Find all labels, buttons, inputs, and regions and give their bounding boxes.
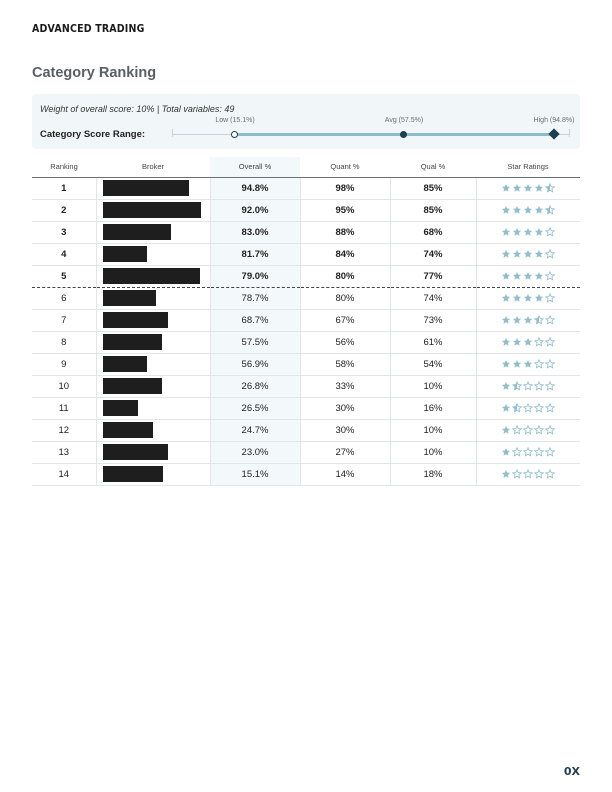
- star-filled-icon: [534, 249, 544, 259]
- overall-cell: 68.7%: [210, 309, 300, 331]
- star-rating-cell: [476, 397, 580, 419]
- rank-cell: 6: [32, 287, 96, 309]
- star-half-icon: [512, 403, 522, 413]
- star-empty-icon: [545, 403, 555, 413]
- section-title: Category Ranking: [32, 65, 157, 81]
- range-low-label: Low (15.1%): [215, 117, 255, 124]
- star-filled-icon: [501, 249, 511, 259]
- star-rating-cell: [476, 375, 580, 397]
- broker-name-redacted: [103, 202, 201, 218]
- quant-cell: 95%: [300, 199, 390, 221]
- broker-cell: [96, 265, 210, 287]
- star-rating-cell: [476, 309, 580, 331]
- qual-cell: 10%: [390, 419, 476, 441]
- header-star-ratings: Star Ratings: [476, 157, 580, 177]
- header-quant: Quant %: [300, 157, 390, 177]
- star-filled-icon: [523, 293, 533, 303]
- star-rating-cell: [476, 243, 580, 265]
- star-empty-icon: [534, 469, 544, 479]
- star-filled-icon: [523, 359, 533, 369]
- star-empty-icon: [534, 403, 544, 413]
- overall-cell: 24.7%: [210, 419, 300, 441]
- qual-cell: 74%: [390, 243, 476, 265]
- rank-cell: 2: [32, 199, 96, 221]
- broker-cell: [96, 221, 210, 243]
- rank-cell: 4: [32, 243, 96, 265]
- star-filled-icon: [501, 359, 511, 369]
- star-filled-icon: [534, 227, 544, 237]
- table-header-row: [32, 157, 580, 177]
- star-rating: [501, 425, 556, 436]
- table-row: [32, 397, 580, 419]
- broker-name-redacted: [103, 312, 168, 328]
- star-empty-icon: [534, 381, 544, 391]
- rank-cell: 12: [32, 419, 96, 441]
- star-filled-icon: [501, 447, 511, 457]
- star-empty-icon: [545, 337, 555, 347]
- table-row: [32, 287, 580, 309]
- star-rating: [501, 469, 556, 480]
- star-filled-icon: [501, 183, 511, 193]
- table-row: [32, 199, 580, 221]
- star-empty-icon: [545, 381, 555, 391]
- broker-name-redacted: [103, 400, 138, 416]
- qual-cell: 74%: [390, 287, 476, 309]
- star-rating: [501, 183, 556, 194]
- quant-cell: 56%: [300, 331, 390, 353]
- range-avg-marker: [400, 131, 407, 138]
- broker-cell: [96, 397, 210, 419]
- star-rating-cell: [476, 331, 580, 353]
- overall-cell: 56.9%: [210, 353, 300, 375]
- broker-cell: [96, 353, 210, 375]
- table-body: [32, 177, 580, 485]
- table-row: [32, 309, 580, 331]
- rank-cell: 7: [32, 309, 96, 331]
- page-number: 0X: [563, 765, 580, 778]
- overall-cell: 26.5%: [210, 397, 300, 419]
- star-half-icon: [534, 315, 544, 325]
- ranking-table: [32, 157, 580, 486]
- broker-name-redacted: [103, 268, 200, 284]
- table-row: [32, 353, 580, 375]
- broker-cell: [96, 441, 210, 463]
- star-filled-icon: [523, 205, 533, 215]
- star-filled-icon: [512, 183, 522, 193]
- star-rating: [501, 205, 556, 216]
- range-end-tick: [569, 129, 570, 137]
- table-row: [32, 463, 580, 485]
- star-filled-icon: [523, 315, 533, 325]
- table-row: [32, 221, 580, 243]
- star-filled-icon: [523, 183, 533, 193]
- qual-cell: 85%: [390, 199, 476, 221]
- broker-name-redacted: [103, 378, 162, 394]
- star-rating-cell: [476, 463, 580, 485]
- star-empty-icon: [545, 315, 555, 325]
- star-rating-cell: [476, 177, 580, 199]
- rank-cell: 3: [32, 221, 96, 243]
- star-empty-icon: [545, 359, 555, 369]
- star-rating-cell: [476, 441, 580, 463]
- broker-name-redacted: [103, 444, 168, 460]
- qual-cell: 10%: [390, 441, 476, 463]
- quant-cell: 80%: [300, 287, 390, 309]
- qual-cell: 77%: [390, 265, 476, 287]
- qual-cell: 10%: [390, 375, 476, 397]
- star-rating-cell: [476, 265, 580, 287]
- overall-cell: 79.0%: [210, 265, 300, 287]
- overall-cell: 15.1%: [210, 463, 300, 485]
- star-rating: [501, 271, 556, 282]
- star-empty-icon: [523, 425, 533, 435]
- star-half-icon: [512, 381, 522, 391]
- star-filled-icon: [501, 469, 511, 479]
- star-empty-icon: [545, 271, 555, 281]
- broker-cell: [96, 331, 210, 353]
- table-row: [32, 375, 580, 397]
- star-filled-icon: [512, 205, 522, 215]
- star-empty-icon: [534, 337, 544, 347]
- overall-cell: 83.0%: [210, 221, 300, 243]
- overall-cell: 23.0%: [210, 441, 300, 463]
- rank-cell: 1: [32, 177, 96, 199]
- star-rating: [501, 381, 556, 392]
- broker-cell: [96, 309, 210, 331]
- star-filled-icon: [512, 227, 522, 237]
- star-empty-icon: [545, 249, 555, 259]
- weight-summary-text: Weight of overall score: 10% | Total variables: 49: [40, 104, 235, 114]
- star-rating: [501, 227, 556, 238]
- document-header: ADVANCED TRADING: [32, 22, 145, 35]
- range-high-label: High (94.8%): [533, 117, 575, 124]
- range-low-marker: [231, 131, 238, 138]
- quant-cell: 30%: [300, 397, 390, 419]
- star-rating: [501, 315, 556, 326]
- star-empty-icon: [512, 447, 522, 457]
- qual-cell: 54%: [390, 353, 476, 375]
- quant-cell: 30%: [300, 419, 390, 441]
- star-empty-icon: [545, 425, 555, 435]
- star-empty-icon: [545, 447, 555, 457]
- quant-cell: 88%: [300, 221, 390, 243]
- star-rating: [501, 447, 556, 458]
- star-filled-icon: [523, 337, 533, 347]
- qual-cell: 85%: [390, 177, 476, 199]
- star-filled-icon: [534, 293, 544, 303]
- star-empty-icon: [523, 469, 533, 479]
- star-filled-icon: [501, 425, 511, 435]
- table-row: [32, 177, 580, 199]
- table-row: [32, 331, 580, 353]
- star-empty-icon: [523, 381, 533, 391]
- table-row: [32, 441, 580, 463]
- star-filled-icon: [512, 249, 522, 259]
- broker-name-redacted: [103, 422, 153, 438]
- overall-cell: 81.7%: [210, 243, 300, 265]
- rank-cell: 13: [32, 441, 96, 463]
- broker-cell: [96, 375, 210, 397]
- qual-cell: 61%: [390, 331, 476, 353]
- broker-cell: [96, 419, 210, 441]
- overall-cell: 94.8%: [210, 177, 300, 199]
- star-filled-icon: [501, 271, 511, 281]
- rank-cell: 5: [32, 265, 96, 287]
- header-overall: Overall %: [210, 157, 300, 177]
- quant-cell: 67%: [300, 309, 390, 331]
- star-half-icon: [545, 205, 555, 215]
- overall-cell: 26.8%: [210, 375, 300, 397]
- star-rating-cell: [476, 287, 580, 309]
- broker-cell: [96, 463, 210, 485]
- broker-cell: [96, 199, 210, 221]
- star-filled-icon: [534, 183, 544, 193]
- qual-cell: 16%: [390, 397, 476, 419]
- star-empty-icon: [512, 469, 522, 479]
- score-range-track: [172, 117, 575, 138]
- qual-cell: 73%: [390, 309, 476, 331]
- star-filled-icon: [523, 271, 533, 281]
- star-filled-icon: [501, 205, 511, 215]
- star-empty-icon: [523, 403, 533, 413]
- star-empty-icon: [545, 469, 555, 479]
- broker-cell: [96, 287, 210, 309]
- star-rating: [501, 337, 556, 348]
- header-ranking: Ranking: [32, 157, 96, 177]
- quant-cell: 84%: [300, 243, 390, 265]
- rank-cell: 14: [32, 463, 96, 485]
- qual-cell: 18%: [390, 463, 476, 485]
- table-row: [32, 243, 580, 265]
- star-rating-cell: [476, 419, 580, 441]
- range-high-marker: [548, 128, 559, 139]
- star-filled-icon: [512, 293, 522, 303]
- quant-cell: 58%: [300, 353, 390, 375]
- star-empty-icon: [545, 293, 555, 303]
- star-empty-icon: [523, 447, 533, 457]
- broker-cell: [96, 177, 210, 199]
- star-filled-icon: [501, 315, 511, 325]
- star-filled-icon: [534, 271, 544, 281]
- broker-name-redacted: [103, 290, 156, 306]
- quant-cell: 98%: [300, 177, 390, 199]
- qual-cell: 68%: [390, 221, 476, 243]
- range-avg-label: Avg (57.5%): [384, 117, 424, 124]
- star-filled-icon: [534, 205, 544, 215]
- rank-cell: 9: [32, 353, 96, 375]
- star-filled-icon: [501, 403, 511, 413]
- star-empty-icon: [534, 359, 544, 369]
- star-filled-icon: [523, 227, 533, 237]
- star-filled-icon: [512, 315, 522, 325]
- star-filled-icon: [512, 337, 522, 347]
- star-rating: [501, 403, 556, 414]
- broker-name-redacted: [103, 334, 162, 350]
- star-rating: [501, 359, 556, 370]
- star-half-icon: [545, 183, 555, 193]
- broker-cell: [96, 243, 210, 265]
- star-filled-icon: [501, 293, 511, 303]
- quant-cell: 80%: [300, 265, 390, 287]
- star-filled-icon: [501, 337, 511, 347]
- quant-cell: 33%: [300, 375, 390, 397]
- score-range-label: Category Score Range:: [40, 129, 146, 140]
- header-broker: Broker: [96, 157, 210, 177]
- rank-cell: 11: [32, 397, 96, 419]
- overall-cell: 78.7%: [210, 287, 300, 309]
- star-empty-icon: [512, 425, 522, 435]
- star-filled-icon: [501, 381, 511, 391]
- star-filled-icon: [512, 271, 522, 281]
- star-empty-icon: [545, 227, 555, 237]
- range-fill-line: [235, 133, 554, 136]
- broker-name-redacted: [103, 224, 171, 240]
- star-filled-icon: [501, 227, 511, 237]
- star-empty-icon: [534, 447, 544, 457]
- broker-name-redacted: [103, 180, 189, 196]
- star-filled-icon: [512, 359, 522, 369]
- star-filled-icon: [523, 249, 533, 259]
- star-rating-cell: [476, 199, 580, 221]
- table-row: [32, 419, 580, 441]
- rank-cell: 10: [32, 375, 96, 397]
- star-rating: [501, 249, 556, 260]
- broker-name-redacted: [103, 466, 163, 482]
- table-row: [32, 265, 580, 287]
- rank-cell: 8: [32, 331, 96, 353]
- broker-name-redacted: [103, 356, 147, 372]
- star-empty-icon: [534, 425, 544, 435]
- broker-name-redacted: [103, 246, 147, 262]
- star-rating: [501, 293, 556, 304]
- overall-cell: 57.5%: [210, 331, 300, 353]
- star-rating-cell: [476, 353, 580, 375]
- quant-cell: 27%: [300, 441, 390, 463]
- overall-cell: 92.0%: [210, 199, 300, 221]
- category-summary-panel: [32, 94, 580, 149]
- range-start-tick: [172, 129, 173, 137]
- quant-cell: 14%: [300, 463, 390, 485]
- header-qual: Qual %: [390, 157, 476, 177]
- star-rating-cell: [476, 221, 580, 243]
